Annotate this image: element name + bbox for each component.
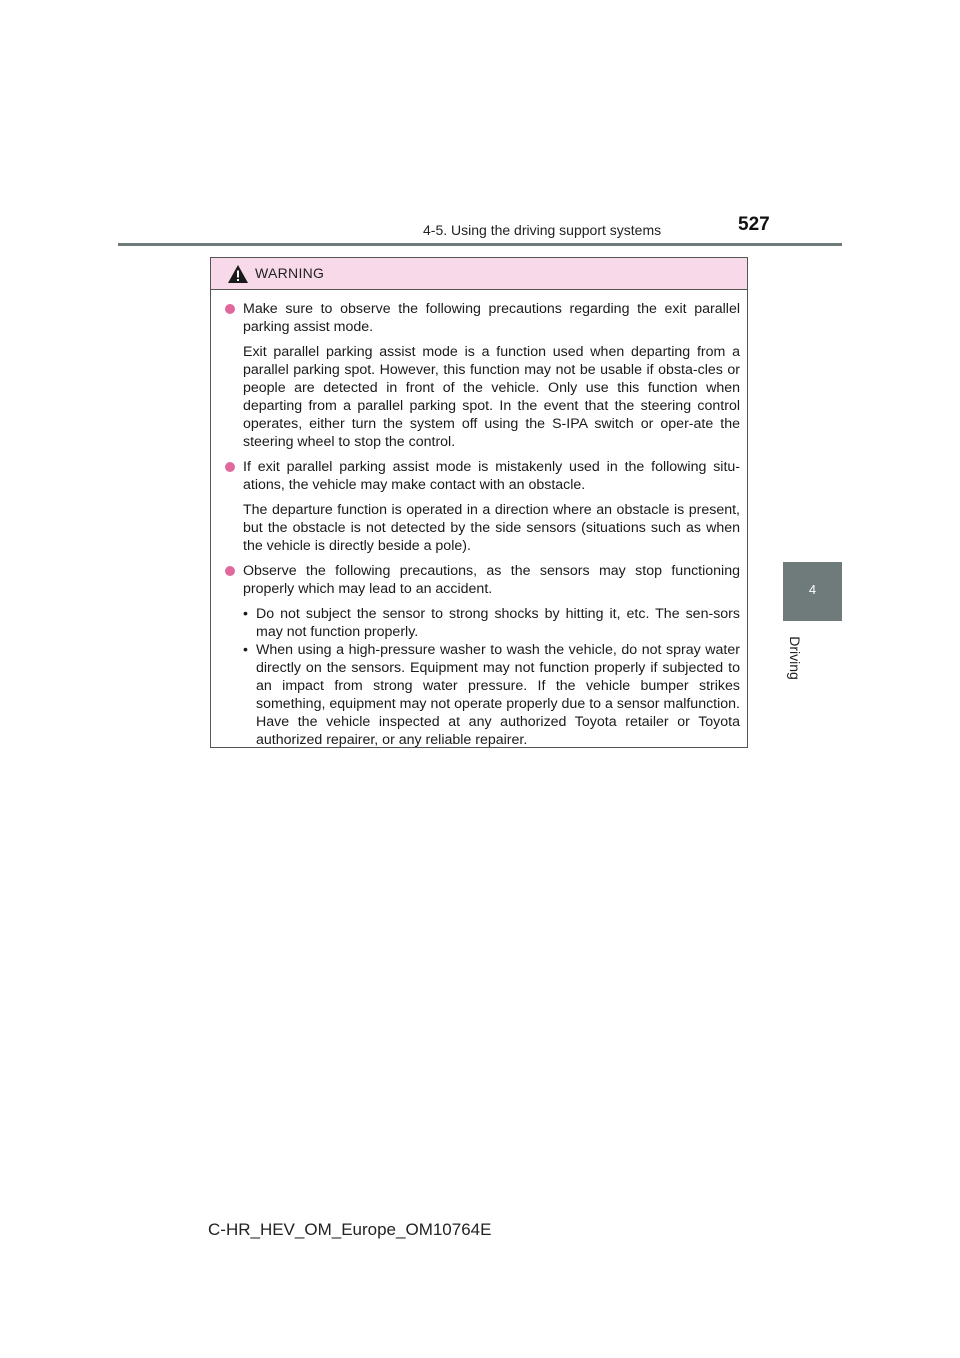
chapter-label xyxy=(785,636,805,680)
sub-list-item xyxy=(243,641,740,749)
warning-item xyxy=(225,562,740,749)
section-title: 4-5. Using the driving support systems xyxy=(423,222,662,238)
chapter-number: 4 xyxy=(808,582,817,597)
warning-item-text: Observe the following precautions, as the sensors may stop functioning properly which may lead to an accident. xyxy=(243,563,740,597)
sub-list-item xyxy=(243,605,740,641)
sub-list-item-text: When using a high-pressure washer to wash the vehicle, do not spray water directly on the sensors. Equipment may not function properly if subjected to an impact from strong water pressure. If the vehicle bumper strikes something, equipment may not operate properly due to a sensor malfunction. Have the vehicle inspected at any authorized Toyota retailer or Toyota authorized repairer, or any reliable repairer. xyxy=(256,642,740,748)
chapter-tab xyxy=(783,562,842,621)
warning-item-text: If exit parallel parking assist mode is mistakenly used in the following situ-ations, the vehicle may make contact with an obstacle. xyxy=(243,459,740,493)
dot-bullet-icon: • xyxy=(243,606,248,622)
bullet-icon xyxy=(225,566,235,576)
bullet-icon xyxy=(225,304,235,314)
warning-item-text: Make sure to observe the following precautions regarding the exit parallel parking assist mode. xyxy=(243,301,740,335)
warning-item-detail: The departure function is operated in a direction where an obstacle is present, but the obstacle is not detected by the side sensors (situations such as when the vehicle is directly beside a pole). xyxy=(243,502,740,554)
header-rule xyxy=(118,243,842,246)
warning-box xyxy=(210,257,748,748)
warning-triangle-icon xyxy=(227,264,249,284)
warning-body xyxy=(211,290,747,749)
warning-item xyxy=(225,458,740,555)
warning-header xyxy=(211,258,747,290)
warning-item xyxy=(225,300,740,451)
dot-bullet-icon: • xyxy=(243,642,248,658)
warning-item-detail: Exit parallel parking assist mode is a function used when departing from a parallel parking spot. However, this function may not be usable if obsta-cles or people are detected in front of the vehicle. Only use this function when departing from a parallel parking spot. In the event that the steering control operates, either turn the system off using the S-IPA switch or oper-ate the steering wheel to stop the control. xyxy=(243,344,740,450)
page-number: 527 xyxy=(738,214,770,235)
sub-list xyxy=(243,605,740,749)
warning-title: WARNING xyxy=(255,265,325,281)
chapter-label-text: Driving xyxy=(787,636,803,680)
sub-list-item-text: Do not subject the sensor to strong shocks by hitting it, etc. The sen-sors may not function properly. xyxy=(256,606,740,640)
bullet-icon xyxy=(225,462,235,472)
document-code: C-HR_HEV_OM_Europe_OM10764E xyxy=(208,1220,492,1239)
